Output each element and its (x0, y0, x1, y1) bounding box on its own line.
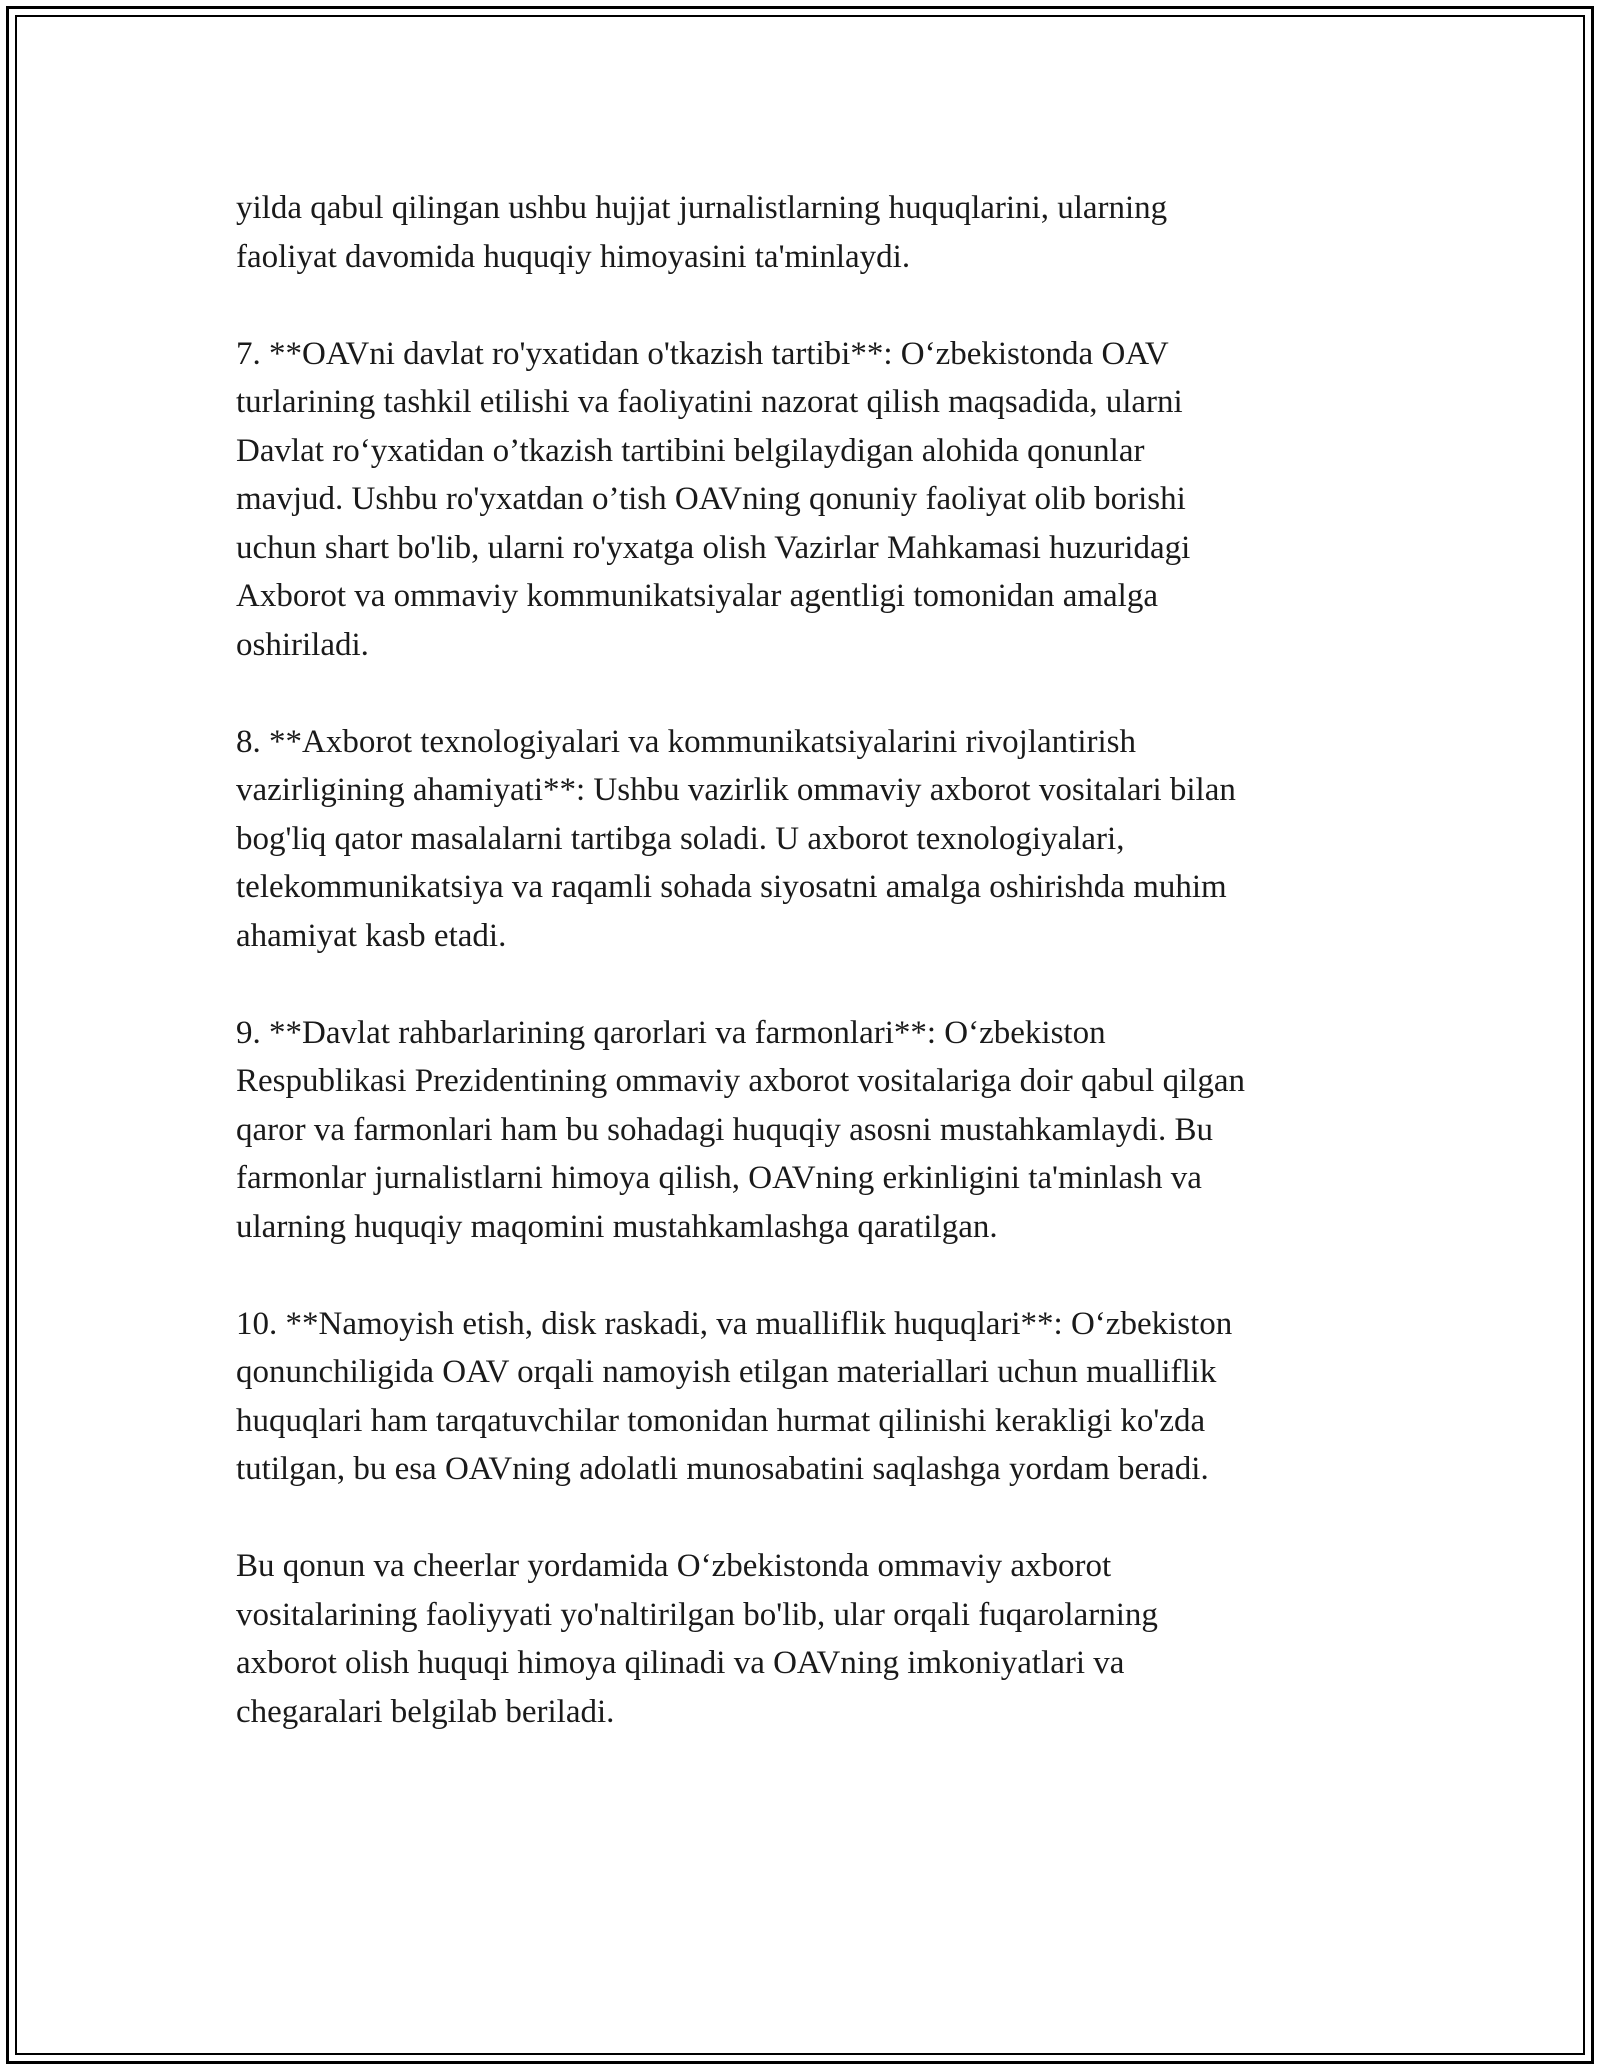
text-line: 10. **Namoyish etish, disk raskadi, va mualliflik huquqlari**: O‘zbekiston (236, 1305, 1233, 1342)
text-line: ahamiyat kasb etadi. (236, 917, 507, 954)
text-line: Bu qonun va cheerlar yordamida O‘zbekistonda ommaviy axborot (236, 1548, 1112, 1584)
paragraph-conclusion (236, 1542, 1366, 1736)
document-body (236, 184, 1366, 1785)
paragraph-item-8 (236, 718, 1366, 961)
text-line: Respublikasi Prezidentining ommaviy axborot vositalariga doir qabul qilgan (236, 1063, 1246, 1099)
text-line: 7. **OAVni davlat ro'yxatidan o'tkazish tartibi**: O‘zbekistonda OAV (236, 335, 1169, 372)
text-line: mavjud. Ushbu ro'yxatdan o’tish OAVning qonuniy faoliyat olib borishi (236, 481, 1186, 517)
text-line: qonunchiligida OAV orqali namoyish etilgan materiallari uchun mualliflik (236, 1354, 1217, 1390)
text-line: uchun shart bo'lib, ularni ro'yxatga olish Vazirlar Mahkamasi huzuridagi (236, 529, 1191, 566)
text-line: ularning huquqiy maqomini mustahkamlashga qaratilgan. (236, 1208, 998, 1245)
text-line: qaror va farmonlari ham bu sohadagi huquqiy asosni mustahkamlaydi. Bu (236, 1111, 1213, 1148)
text-line: vazirligining ahamiyati**: Ushbu vazirlik ommaviy axborot vositalari bilan (236, 772, 1236, 808)
text-line: Axborot va ommaviy kommunikatsiyalar agentligi tomonidan amalga (236, 578, 1158, 614)
text-line: oshiriladi. (236, 626, 369, 663)
text-line: 8. **Axborot texnologiyalari va kommunikatsiyalarini rivojlantirish (236, 723, 1137, 760)
text-line: turlarining tashkil etilishi va faoliyatini nazorat qilish maqsadida, ularni (236, 384, 1183, 420)
text-line: huquqlari ham tarqatuvchilar tomonidan hurmat qilinishi kerakligi ko'zda (236, 1402, 1206, 1439)
text-line: vositalarining faoliyyati yo'naltirilgan bo'lib, ular orqali fuqarolarning (236, 1596, 1158, 1633)
paragraph-item-10 (236, 1300, 1366, 1494)
text-line: 9. **Davlat rahbarlarining qarorlari va farmonlari**: O‘zbekiston (236, 1014, 1106, 1051)
text-line: bog'liq qator masalalarni tartibga soladi. U axborot texnologiyalari, (236, 820, 1125, 857)
text-line: chegaralari belgilab beriladi. (236, 1693, 615, 1730)
text-line: Davlat ro‘yxatidan o’tkazish tartibini belgilaydigan alohida qonunlar (236, 432, 1145, 469)
text-line: yilda qabul qilingan ushbu hujjat jurnalistlarning huquqlarini, ularning (236, 190, 1168, 226)
text-line: axborot olish huquqi himoya qilinadi va OAVning imkoniyatlari va (236, 1645, 1125, 1681)
paragraph-item-9 (236, 1009, 1366, 1252)
paragraph-item-7 (236, 330, 1366, 670)
text-line: telekommunikatsiya va raqamli sohada siyosatni amalga oshirishda muhim (236, 869, 1227, 905)
paragraph-intro-continuation (236, 184, 1366, 281)
text-line: tutilgan, bu esa OAVning adolatli munosabatini saqlashga yordam beradi. (236, 1451, 1209, 1487)
text-line: farmonlar jurnalistlarni himoya qilish, OAVning erkinligini ta'minlash va (236, 1160, 1202, 1196)
text-line: faoliyat davomida huquqiy himoyasini ta'minlaydi. (236, 238, 911, 275)
